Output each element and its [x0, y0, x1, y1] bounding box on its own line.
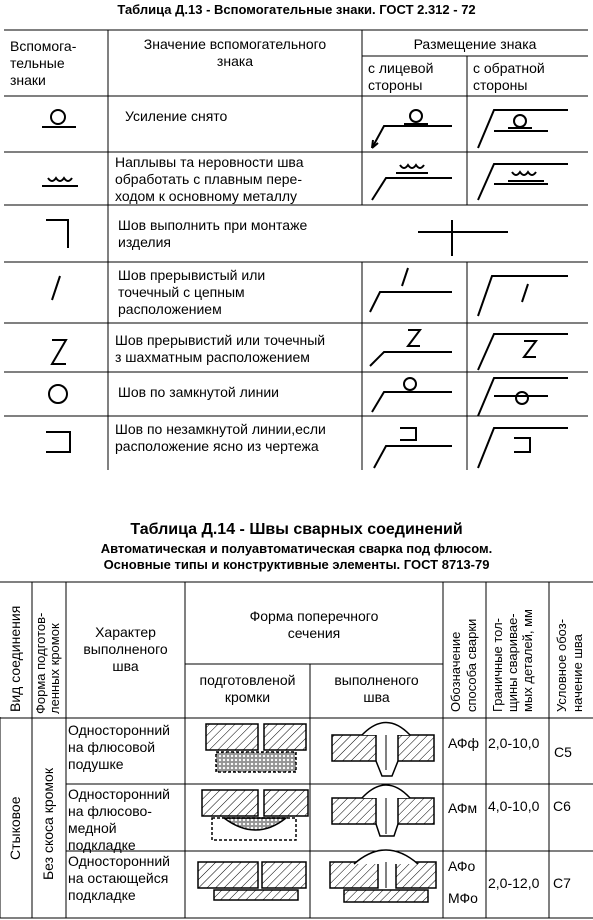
row3-method2: МФо	[448, 890, 478, 906]
row3-method1: АФо	[448, 858, 476, 874]
header-line: Характер	[95, 624, 156, 640]
header-line: знаки	[10, 72, 46, 88]
header-line: шва	[112, 658, 139, 674]
header-line: мых деталей, мм	[520, 609, 535, 712]
text-line: точечный с цепным	[118, 284, 245, 300]
row1-prepared-section-icon	[206, 724, 306, 772]
text-line: подушке	[68, 756, 124, 772]
text-line: Односторонний	[68, 786, 170, 802]
row3-completed-section-icon	[330, 850, 436, 902]
header-line: способа сварки	[464, 618, 479, 712]
row3-code: С7	[553, 875, 571, 891]
row1-method: АФф	[448, 735, 480, 751]
text-line: на остающейся	[68, 870, 169, 886]
header-line: Вспомога-	[10, 38, 77, 54]
text-line: медной	[68, 820, 117, 836]
text-line: Шов выполнить при монтаже	[118, 217, 308, 233]
header-line: сечения	[287, 625, 341, 641]
table14-subtitle2: Основные типы и конструктивные элементы. ГОСТ 8713-79	[103, 557, 490, 572]
row2-thickness: 4,0-10,0	[488, 798, 540, 814]
text-line: Односторонний	[68, 722, 170, 738]
text-line: расположением	[118, 301, 222, 317]
header-line: Обозначение	[448, 631, 463, 712]
text-line: ходом к основному металлу	[115, 188, 298, 204]
text-line: на флюсовой	[68, 739, 156, 755]
header-line: стороны	[473, 77, 528, 93]
row1-thickness: 2,0-10,0	[488, 735, 540, 751]
text-line: Наплывы та неровности шва	[115, 154, 304, 170]
header-line: шва	[363, 689, 390, 705]
header-line: Условное обоз-	[554, 618, 569, 712]
t13-header-placement: Размещение знака	[413, 36, 537, 52]
text-line: расположение ясно из чертежа	[115, 438, 319, 454]
header-line: начение шва	[570, 634, 585, 712]
header-line: кромки	[224, 689, 271, 705]
text-line: обработать с плавным пере-	[115, 171, 302, 187]
header-line: Форма поперечного	[249, 608, 379, 624]
row2-completed-section-icon	[332, 785, 434, 836]
text-line: Шов прерывистый или	[118, 267, 266, 283]
header-line: ленных кромок	[47, 623, 62, 714]
header-line: подготовленой	[199, 672, 296, 688]
text-line: изделия	[118, 234, 171, 250]
row2-prepared-section-icon	[202, 790, 308, 840]
header-line: с лицевой	[368, 60, 434, 76]
header-line: Форма подготов-	[33, 612, 48, 714]
row1-completed-section-icon	[332, 723, 434, 777]
text-line: Усиление снято	[125, 108, 228, 124]
header-joint-type: Вид соединения	[7, 605, 23, 712]
text-line: подкладке	[68, 887, 136, 903]
header-line: щины сваривае-	[505, 613, 520, 712]
text-line: на флюсово-	[68, 803, 152, 819]
table14-subtitle1: Автоматическая и полуавтоматическая сварка под флюсом.	[100, 541, 493, 556]
table13-title: Таблица Д.13 - Вспомогательные знаки. ГОСТ 2.312 - 72	[117, 2, 476, 17]
row3-thickness: 2,0-12,0	[488, 875, 540, 891]
row1-code: С5	[554, 744, 572, 760]
text-line: з шахматным расположением	[115, 349, 310, 365]
text-line: Шов прерывистий или точечный	[115, 332, 326, 348]
header-line: выполненого	[334, 672, 419, 688]
header-line: Граничные тол-	[490, 617, 505, 712]
row2-method: АФм	[448, 800, 478, 816]
text-line: Шов по замкнутой линии	[118, 384, 279, 400]
header-line: Значение вспомогательного	[143, 36, 327, 52]
table14-title: Таблица Д.14 - Швы сварных соединений	[130, 521, 463, 538]
text-line: Односторонний	[68, 853, 170, 869]
row3-prepared-section-icon	[198, 862, 306, 900]
header-line: стороны	[368, 77, 423, 93]
header-line: знака	[216, 53, 254, 69]
header-line: с обратной	[473, 60, 545, 76]
group-edge-no-bevel: Без скоса кромок	[40, 768, 56, 880]
group-joint-butt: Стыковое	[7, 796, 23, 860]
header-line: тельные	[10, 55, 65, 71]
text-line: Шов по незамкнутой линии,если	[115, 421, 326, 437]
row2-code: С6	[553, 798, 571, 814]
text-line: подкладке	[68, 837, 136, 853]
header-line: выполненого	[83, 641, 168, 657]
